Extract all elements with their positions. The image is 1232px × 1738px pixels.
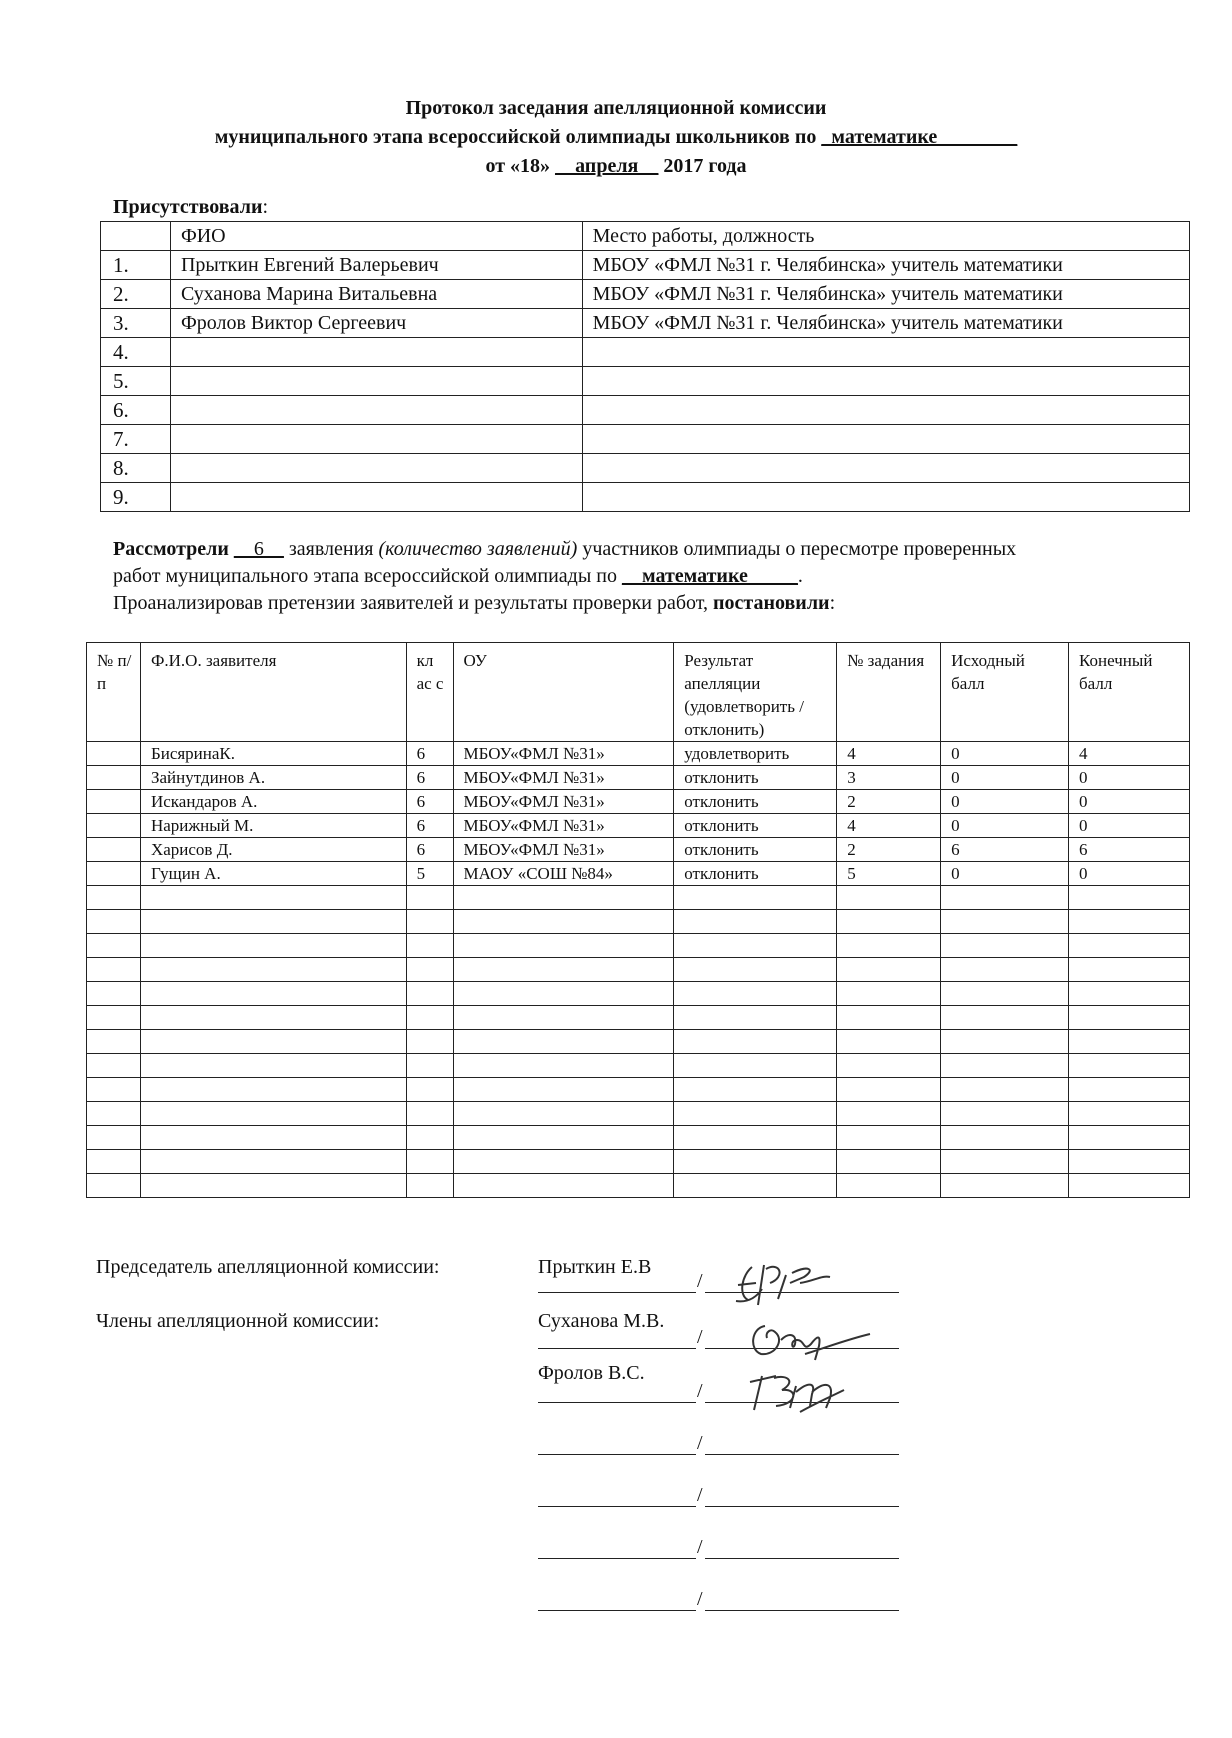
review-line-2-end: . — [797, 565, 803, 587]
appeal-initial-score: 0 — [941, 862, 1069, 886]
empty-row — [87, 1174, 1190, 1198]
present-row-index: 3. — [101, 309, 171, 338]
appeal-name: БисяринаК. — [140, 742, 406, 766]
appeal-name — [140, 1150, 406, 1174]
present-row-name — [170, 425, 582, 454]
appeal-school: МБОУ«ФМЛ №31» — [453, 838, 674, 862]
review-italic: (количество заявлений) — [378, 538, 578, 560]
col-header-final: Конечный балл — [1069, 643, 1190, 742]
table-row — [87, 742, 1190, 766]
appeal-class — [406, 1126, 453, 1150]
appeal-school: МБОУ«ФМЛ №31» — [453, 790, 674, 814]
empty-row — [87, 1006, 1190, 1030]
appeal-number — [87, 958, 141, 982]
col-header-school: ОУ — [453, 643, 674, 742]
title-line-2 — [0, 123, 1232, 152]
signature-name-line — [538, 1454, 696, 1455]
appeal-initial-score: 6 — [941, 838, 1069, 862]
appeal-initial-score — [941, 1150, 1069, 1174]
appeal-final-score — [1069, 1054, 1190, 1078]
appeal-school — [453, 1174, 674, 1198]
signature-name-line — [538, 1506, 696, 1507]
appeal-initial-score — [941, 1030, 1069, 1054]
appeal-task — [837, 1054, 941, 1078]
appeal-number — [87, 982, 141, 1006]
present-table-header — [101, 222, 1190, 251]
appeal-number — [87, 1174, 141, 1198]
review-line-2-text: работ муниципального этапа всероссийской олимпиады по — [113, 565, 622, 587]
appeal-final-score — [1069, 934, 1190, 958]
appeal-class: 5 — [406, 862, 453, 886]
appeal-class — [406, 1078, 453, 1102]
appeals-table — [86, 642, 1190, 1198]
present-row-name — [170, 483, 582, 512]
present-row — [101, 338, 1190, 367]
appeal-class: 6 — [406, 838, 453, 862]
appeal-initial-score: 0 — [941, 766, 1069, 790]
empty-row — [87, 1030, 1190, 1054]
empty-row — [87, 958, 1190, 982]
appeal-class — [406, 1030, 453, 1054]
appeal-name — [140, 934, 406, 958]
appeal-name — [140, 1078, 406, 1102]
appeal-number — [87, 1030, 141, 1054]
appeal-initial-score — [941, 1102, 1069, 1126]
appeal-result — [674, 1150, 837, 1174]
table-row — [87, 838, 1190, 862]
appeal-result — [674, 934, 837, 958]
appeal-initial-score — [941, 1126, 1069, 1150]
appeal-result — [674, 982, 837, 1006]
present-row-job: МБОУ «ФМЛ №31 г. Челябинска» учитель математики — [582, 309, 1189, 338]
appeal-initial-score — [941, 1078, 1069, 1102]
empty-row — [87, 1054, 1190, 1078]
present-label-text: Присутствовали — [113, 196, 263, 218]
review-count: __6__ — [233, 538, 284, 560]
appeal-final-score — [1069, 910, 1190, 934]
signature-line — [705, 1506, 899, 1507]
appeal-class — [406, 1006, 453, 1030]
empty-row — [87, 1078, 1190, 1102]
col-header-result: Результат апелляции (удовлетворить /отклонить) — [674, 643, 837, 742]
empty-row — [87, 1150, 1190, 1174]
appeal-task: 4 — [837, 814, 941, 838]
signature-line — [705, 1610, 899, 1611]
subject-field: _математике________ — [821, 126, 1018, 148]
appeal-class: 6 — [406, 742, 453, 766]
present-row — [101, 425, 1190, 454]
appeal-school — [453, 1030, 674, 1054]
appeal-name — [140, 1102, 406, 1126]
review-text-1: заявления — [283, 538, 379, 560]
present-row-name — [170, 367, 582, 396]
appeal-result — [674, 1006, 837, 1030]
appeal-task — [837, 1006, 941, 1030]
empty-row — [87, 910, 1190, 934]
appeal-task — [837, 886, 941, 910]
appeal-initial-score — [941, 958, 1069, 982]
appeal-initial-score — [941, 910, 1069, 934]
empty-row — [87, 934, 1190, 958]
appeal-school — [453, 910, 674, 934]
col-header-number: № п/п — [87, 643, 141, 742]
appeal-final-score — [1069, 1126, 1190, 1150]
appeal-final-score — [1069, 886, 1190, 910]
appeal-result — [674, 910, 837, 934]
appeal-initial-score — [941, 1174, 1069, 1198]
appeal-school — [453, 958, 674, 982]
present-label — [113, 196, 268, 219]
appeal-task — [837, 934, 941, 958]
appeal-school — [453, 886, 674, 910]
appeal-task — [837, 1078, 941, 1102]
present-row-index: 6. — [101, 396, 171, 425]
signature-slash: / — [697, 1380, 703, 1402]
appeal-name — [140, 958, 406, 982]
appeal-result — [674, 1174, 837, 1198]
appeal-number — [87, 766, 141, 790]
present-row-job — [582, 396, 1189, 425]
signature-slash: / — [697, 1536, 703, 1558]
appeal-final-score — [1069, 1174, 1190, 1198]
appeal-result: отклонить — [674, 790, 837, 814]
member-1-signature — [745, 1310, 875, 1370]
appeal-class — [406, 910, 453, 934]
appeal-task — [837, 1102, 941, 1126]
col-header-initial: Исходный балл — [941, 643, 1069, 742]
appeal-initial-score — [941, 1054, 1069, 1078]
present-row — [101, 396, 1190, 425]
appeal-initial-score — [941, 1006, 1069, 1030]
appeal-task — [837, 1174, 941, 1198]
appeal-final-score — [1069, 1030, 1190, 1054]
appeal-school — [453, 1126, 674, 1150]
present-row-index: 1. — [101, 251, 171, 280]
appeal-task — [837, 958, 941, 982]
table-row — [87, 814, 1190, 838]
signature-name-line — [538, 1348, 696, 1349]
appeal-number — [87, 862, 141, 886]
present-row-index: 8. — [101, 454, 171, 483]
appeal-school: МАОУ «СОШ №84» — [453, 862, 674, 886]
appeal-name: Харисов Д. — [140, 838, 406, 862]
appeal-number — [87, 1078, 141, 1102]
appeal-name: Зайнутдинов А. — [140, 766, 406, 790]
signature-slash: / — [697, 1326, 703, 1348]
appeal-number — [87, 838, 141, 862]
appeal-task: 3 — [837, 766, 941, 790]
empty-row — [87, 1102, 1190, 1126]
appeal-class — [406, 1054, 453, 1078]
appeal-task — [837, 1150, 941, 1174]
appeal-number — [87, 910, 141, 934]
chair-signature — [730, 1255, 840, 1315]
members-label: Члены апелляционной комиссии: — [96, 1310, 380, 1332]
appeal-name: Искандаров А. — [140, 790, 406, 814]
appeal-school — [453, 1078, 674, 1102]
appeal-result — [674, 1126, 837, 1150]
appeal-class: 6 — [406, 790, 453, 814]
review-line-1 — [113, 536, 1016, 563]
appeal-name — [140, 1174, 406, 1198]
appeal-final-score: 0 — [1069, 862, 1190, 886]
appeal-school — [453, 1006, 674, 1030]
present-row-job — [582, 367, 1189, 396]
appeal-name: Гущин А. — [140, 862, 406, 886]
appeal-final-score: 0 — [1069, 814, 1190, 838]
appeal-name: Нарижный М. — [140, 814, 406, 838]
signature-line — [705, 1454, 899, 1455]
present-row-index: 2. — [101, 280, 171, 309]
appeal-final-score — [1069, 982, 1190, 1006]
document-title — [0, 94, 1232, 181]
appeal-class — [406, 1150, 453, 1174]
appeal-school — [453, 982, 674, 1006]
appeal-initial-score: 0 — [941, 814, 1069, 838]
member-1-name: Суханова М.В. — [538, 1310, 665, 1332]
table-row — [87, 790, 1190, 814]
empty-row — [87, 886, 1190, 910]
appeal-task: 2 — [837, 790, 941, 814]
appeal-task: 4 — [837, 742, 941, 766]
present-row-job: МБОУ «ФМЛ №31 г. Челябинска» учитель математики — [582, 251, 1189, 280]
present-row-index: 7. — [101, 425, 171, 454]
present-header-job: Место работы, должность — [582, 222, 1189, 251]
appeal-number — [87, 934, 141, 958]
appeal-number — [87, 1006, 141, 1030]
appeal-name — [140, 910, 406, 934]
appeal-class — [406, 982, 453, 1006]
appeal-final-score — [1069, 1102, 1190, 1126]
signature-name-line — [538, 1558, 696, 1559]
present-row-index: 9. — [101, 483, 171, 512]
appeal-initial-score — [941, 886, 1069, 910]
appeal-class — [406, 934, 453, 958]
present-table — [100, 221, 1190, 512]
present-row-name: Суханова Марина Витальевна — [170, 280, 582, 309]
present-header-name: ФИО — [170, 222, 582, 251]
signature-name-line — [538, 1610, 696, 1611]
appeal-task — [837, 910, 941, 934]
signature-slash: / — [697, 1484, 703, 1506]
present-row — [101, 309, 1190, 338]
appeal-name — [140, 1126, 406, 1150]
appeal-class — [406, 1174, 453, 1198]
appeals-table-header — [87, 643, 1190, 742]
present-row-name — [170, 338, 582, 367]
present-row-job — [582, 338, 1189, 367]
signature-line — [705, 1558, 899, 1559]
appeal-result: отклонить — [674, 838, 837, 862]
appeal-number — [87, 790, 141, 814]
appeal-result — [674, 1078, 837, 1102]
present-row-name — [170, 396, 582, 425]
member-2-signature — [740, 1362, 850, 1424]
signature-name-line — [538, 1402, 696, 1403]
present-header-index — [101, 222, 171, 251]
present-row-name: Прыткин Евгений Валерьевич — [170, 251, 582, 280]
present-row — [101, 483, 1190, 512]
appeal-final-score: 6 — [1069, 838, 1190, 862]
appeal-class: 6 — [406, 766, 453, 790]
chair-label: Председатель апелляционной комиссии: — [96, 1256, 440, 1278]
present-row-index: 4. — [101, 338, 171, 367]
appeal-initial-score: 0 — [941, 790, 1069, 814]
date-month: __апреля__ — [555, 155, 659, 177]
appeal-final-score — [1069, 958, 1190, 982]
appeal-result — [674, 958, 837, 982]
empty-row — [87, 1126, 1190, 1150]
appeal-name — [140, 1030, 406, 1054]
appeal-final-score — [1069, 1150, 1190, 1174]
review-line-3-text: Проанализировав претензии заявителей и результаты проверки работ, — [113, 592, 714, 614]
appeal-name — [140, 1006, 406, 1030]
appeal-initial-score — [941, 982, 1069, 1006]
appeal-final-score — [1069, 1006, 1190, 1030]
appeal-school: МБОУ«ФМЛ №31» — [453, 814, 674, 838]
present-row-index: 5. — [101, 367, 171, 396]
appeal-initial-score: 0 — [941, 742, 1069, 766]
appeal-school — [453, 1150, 674, 1174]
appeal-final-score: 0 — [1069, 766, 1190, 790]
appeal-number — [87, 1150, 141, 1174]
appeal-result — [674, 1054, 837, 1078]
review-bold: Рассмотрели — [113, 538, 229, 560]
present-row — [101, 454, 1190, 483]
table-row — [87, 862, 1190, 886]
present-row-name: Фролов Виктор Сергеевич — [170, 309, 582, 338]
appeal-number — [87, 886, 141, 910]
appeal-result — [674, 1102, 837, 1126]
appeal-school — [453, 1102, 674, 1126]
appeal-task — [837, 982, 941, 1006]
appeal-name — [140, 1054, 406, 1078]
appeal-school: МБОУ«ФМЛ №31» — [453, 742, 674, 766]
present-row — [101, 367, 1190, 396]
present-row-job — [582, 454, 1189, 483]
appeal-result — [674, 886, 837, 910]
col-header-name: Ф.И.О. заявителя — [140, 643, 406, 742]
appeal-class: 6 — [406, 814, 453, 838]
present-row — [101, 251, 1190, 280]
appeal-class — [406, 1102, 453, 1126]
appeal-class — [406, 958, 453, 982]
title-line-1: Протокол заседания апелляционной комиссии — [405, 97, 827, 119]
present-row-job — [582, 425, 1189, 454]
signature-slash: / — [697, 1432, 703, 1454]
present-row — [101, 280, 1190, 309]
appeal-result: удовлетворить — [674, 742, 837, 766]
review-line-2 — [113, 563, 803, 590]
table-row — [87, 766, 1190, 790]
present-row-name — [170, 454, 582, 483]
appeal-task — [837, 1126, 941, 1150]
title-line-3 — [0, 152, 1232, 181]
appeal-school — [453, 1054, 674, 1078]
signature-name-line — [538, 1292, 696, 1293]
appeal-initial-score — [941, 934, 1069, 958]
appeal-result: отклонить — [674, 814, 837, 838]
appeal-number — [87, 742, 141, 766]
review-line-3-end: : — [829, 592, 836, 614]
review-text-2: участников олимпиады о пересмотре проверенных — [577, 538, 1017, 560]
appeal-result: отклонить — [674, 862, 837, 886]
appeal-class — [406, 886, 453, 910]
appeal-result — [674, 1030, 837, 1054]
appeal-school — [453, 934, 674, 958]
appeal-number — [87, 1102, 141, 1126]
review-line-3 — [113, 590, 835, 617]
appeal-task: 2 — [837, 838, 941, 862]
date-suffix: 2017 года — [658, 155, 747, 177]
signature-slash: / — [697, 1270, 703, 1292]
appeal-number — [87, 814, 141, 838]
col-header-class: кл ас с — [406, 643, 453, 742]
appeal-final-score: 4 — [1069, 742, 1190, 766]
chair-name: Прыткин Е.В — [538, 1256, 652, 1278]
col-header-task: № задания — [837, 643, 941, 742]
appeal-result: отклонить — [674, 766, 837, 790]
present-row-job — [582, 483, 1189, 512]
appeal-final-score: 0 — [1069, 790, 1190, 814]
appeal-task — [837, 1030, 941, 1054]
date-prefix: от «18» — [485, 155, 556, 177]
member-2-name: Фролов В.С. — [538, 1362, 645, 1384]
present-row-job: МБОУ «ФМЛ №31 г. Челябинска» учитель математики — [582, 280, 1189, 309]
review-decided: постановили — [713, 592, 830, 614]
appeal-number — [87, 1126, 141, 1150]
title-line-2-text: муниципального этапа всероссийской олимпиады школьников по — [214, 126, 822, 148]
appeal-name — [140, 886, 406, 910]
signature-slash: / — [697, 1588, 703, 1610]
appeal-school: МБОУ«ФМЛ №31» — [453, 766, 674, 790]
empty-row — [87, 982, 1190, 1006]
present-label-colon: : — [262, 196, 269, 218]
appeal-name — [140, 982, 406, 1006]
review-subject: __математике_____ — [621, 565, 798, 587]
appeal-final-score — [1069, 1078, 1190, 1102]
appeal-task: 5 — [837, 862, 941, 886]
appeal-number — [87, 1054, 141, 1078]
